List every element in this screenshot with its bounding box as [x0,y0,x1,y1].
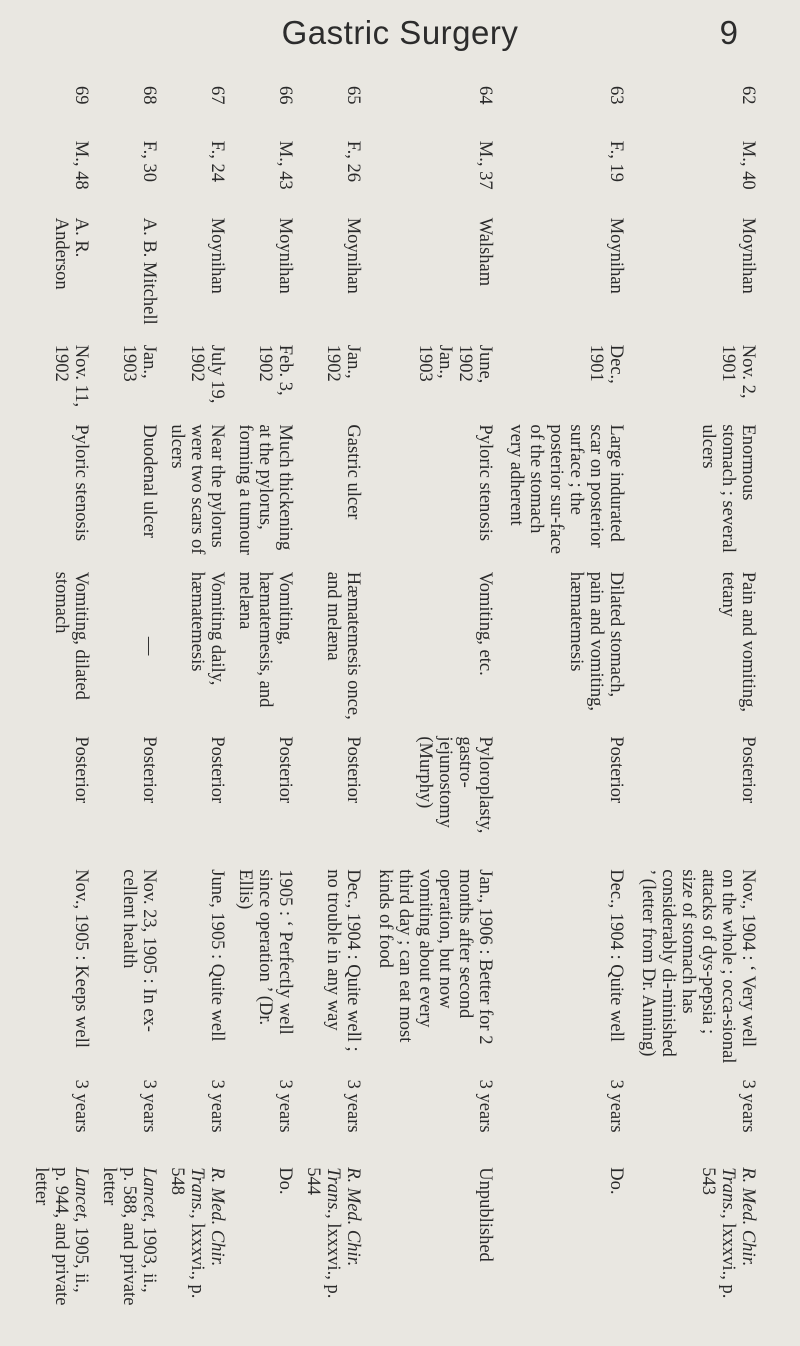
pathology-cell: Duodenal ulcer [138,424,159,538]
case-number-cell: 63 [606,86,627,105]
operation-date-cell [161,337,229,417]
reference-detail: lxxxvi., p. 548 [166,1167,207,1299]
table-row [297,78,365,1318]
case-number-cell: 69 [71,86,92,105]
pathology-cell: Enormous stomach ; several ulcers [698,424,758,553]
reference-journal: R. Med. Chir. Trans., [186,1167,227,1267]
operation-date-cell [25,337,93,417]
operation-date-cell [297,337,365,417]
operation-type-cell: Posterior [274,736,295,804]
result-cell: Nov., 1905 : Keeps well [71,869,92,1048]
table-row [93,78,161,1318]
symptoms-cell: Hæmatemesis once, and melæna [322,571,363,720]
operation-date-text: Nov. 2, 1901 [718,344,758,399]
reference-cell [25,1159,93,1318]
table-row [365,78,497,1318]
reference-journal: Lancet, [71,1167,92,1223]
symptoms-cell: — [138,636,159,656]
follow-up-period-cell: 3 years [206,1079,227,1133]
operation-date-text: Dec., 1901 [586,344,627,384]
case-number-cell: 65 [342,86,363,105]
result-cell: Dec., 1904 : Quite well [606,869,627,1042]
operator-cell: A. B. Mitchell [138,217,159,325]
running-title: Gastric Surgery [281,14,519,51]
follow-up-period-cell: 3 years [138,1079,159,1133]
follow-up-period-cell: 3 years [342,1079,363,1133]
reference-detail: 1903, ii., p. 588, and private letter [98,1167,159,1306]
operator-cell: Walsham [474,217,495,287]
operation-date-cell [628,337,760,417]
result-cell: Nov., 1904 : ‘ Very well on the whole ; occa-sional attacks of dys-pepsia ; size of stomach has considerably di-minished ’ (letter from Dr. Anning) [638,869,758,1064]
result-cell: Dec., 1904 : Quite well ; no trouble in any way [322,869,363,1052]
sex-age-cell: F., 24 [206,140,227,182]
result-cell: June, 1905 : Quite well [206,869,227,1042]
operation-date-text: July 19, 1902 [186,344,227,404]
symptoms-cell: Dilated stomach, pain and vomiting, hæmatemesis [566,571,627,711]
table-row [161,78,229,1318]
result-cell: 1905 : ‘ Perfectly well since operation ’ (Dr. Ellis) [234,869,295,1035]
case-number-cell: 68 [138,86,159,105]
operation-date-cell [93,337,161,417]
reference-cell [365,1159,497,1318]
operation-date-text: Jan., 1903 [118,344,159,382]
reference-cell [93,1159,161,1318]
symptoms-cell: Vomiting, etc. [474,571,495,676]
symptoms-cell: Pain and vomiting, tetany [718,571,758,713]
operation-date-cell [497,337,629,417]
symptoms-cell: Vomiting, hæmatemesis, and melæna [234,571,295,708]
operation-date-text: June, 1902 [454,344,495,384]
case-table [25,78,760,1318]
operation-type-cell: Posterior [206,736,227,804]
result-cell: Jan., 1906 : Better for 2 months after second operation, but now vomiting about every third day ; can eat most kinds of food [374,869,495,1045]
sex-age-cell: F., 26 [342,140,363,182]
operation-date-text: Jan., 1902 [322,344,363,382]
operator-cell: Moynihan [738,217,758,294]
case-number-cell: 67 [206,86,227,105]
sex-age-cell: M., 40 [738,140,758,190]
result-cell: Nov. 23, 1905 : In ex-cellent health [118,869,159,1032]
follow-up-period-cell: 3 years [274,1079,295,1133]
table-row [628,78,760,1318]
reference-journal: R. Med. Chir. Trans., [718,1167,758,1267]
reference-detail: 1905, ii., p. 944, and private letter [31,1167,92,1306]
case-table-rotated [25,78,760,1318]
symptoms-cell: Vomiting daily, hæmatemesis [186,571,227,686]
operation-type-cell: Posterior [71,736,92,804]
operation-date-cell [365,337,497,417]
operator-cell: Moynihan [606,217,627,294]
pathology-cell: Pyloric stenosis [474,424,495,542]
table-row [497,78,629,1318]
case-number-cell: 66 [274,86,295,105]
reference-detail: Do. [274,1167,295,1195]
reference-journal: R. Med. Chir. Trans., [322,1167,363,1267]
follow-up-period-cell: 3 years [71,1079,92,1133]
symptoms-cell: Vomiting, dilated stomach [51,571,92,700]
page-header [0,0,800,60]
pathology-cell: Gastric ulcer [342,424,363,520]
pathology-cell: Large indurated scar on posterior surface ; the posterior sur-face of the stomach very adherent [506,424,627,555]
sex-age-cell: M., 43 [274,140,295,190]
operator-cell: A. R. Anderson [51,217,92,290]
reference-detail: Unpublished [474,1167,495,1262]
reference-cell [628,1159,760,1318]
reference-cell [229,1159,297,1318]
operation-date-cell [229,337,297,417]
operation-type-cell: Pyloroplasty, gastro-jejunostomy (Murphy) [414,736,495,834]
pathology-cell: Pyloric stenosis [71,424,92,542]
operation-date-text: Feb. 3, 1902 [254,344,295,396]
operator-cell: Moynihan [274,217,295,294]
follow-up-period-cell: 3 years [606,1079,627,1133]
operator-cell: Moynihan [206,217,227,294]
table-row [229,78,297,1318]
operation-type-cell: Posterior [606,736,627,804]
follow-up-period-cell: 3 years [474,1079,495,1133]
operation-type-cell: Posterior [342,736,363,804]
table-row [25,78,93,1318]
operator-cell: Moynihan [342,217,363,294]
operation-type-cell: Posterior [138,736,159,804]
reference-detail: lxxxvi., p. 544 [302,1167,343,1299]
reference-cell [297,1159,365,1318]
second-operation-date-text: Jan., 1903 [414,344,455,382]
reference-cell [161,1159,229,1318]
follow-up-period-cell: 3 years [738,1079,758,1133]
reference-journal: Lancet, [138,1167,159,1223]
sex-age-cell: M., 37 [474,140,495,190]
reference-cell [497,1159,629,1318]
sex-age-cell: M., 48 [71,140,92,190]
sex-age-cell: F., 30 [138,140,159,182]
pathology-cell: Much thickening at the pylorus, forming a tumour [234,424,295,555]
sex-age-cell: F., 19 [606,140,627,182]
case-number-cell: 62 [738,86,758,105]
reference-detail: Do. [606,1167,627,1195]
page-number: 9 [719,14,738,51]
reference-detail: lxxxvi., p. 543 [698,1167,738,1299]
case-number-cell: 64 [474,86,495,105]
operation-type-cell: Posterior [738,736,758,804]
operation-date-text: Nov. 11, 1902 [51,344,92,408]
pathology-cell: Near the pylorus were two scars of ulcers [166,424,227,555]
